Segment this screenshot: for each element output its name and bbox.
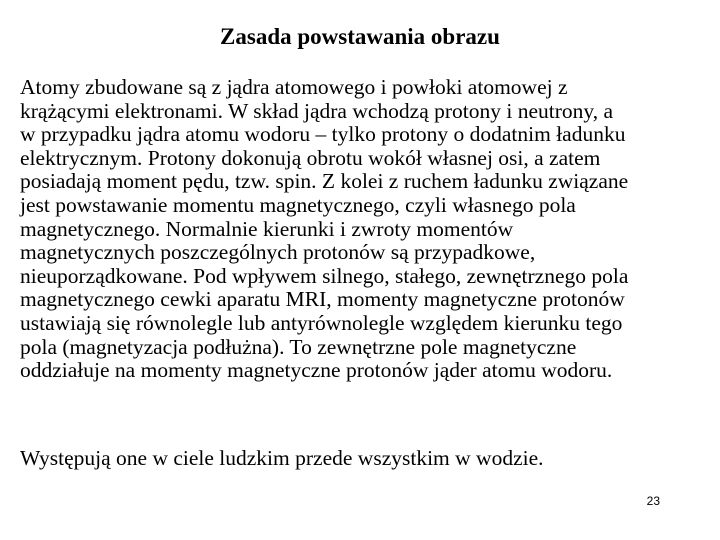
page-number: 23 <box>646 494 660 508</box>
paragraph-line: oddziałuje na momenty magnetyczne protonów jąder atomu wodoru. <box>20 358 613 383</box>
paragraph-line: magnetycznych poszczególnych protonów są przypadkowe, <box>20 240 536 265</box>
slide-title: Zasada powstawania obrazu <box>220 24 500 49</box>
paragraph-line: elektrycznym. Protony dokonują obrotu wokół własnej osi, a zatem <box>20 145 601 170</box>
paragraph-line: Atomy zbudowane są z jądra atomowego i powłoki atomowej z <box>20 75 568 99</box>
paragraph-line: ustawiają się równolegle lub antyrównolegle względem kierunku tego <box>20 310 623 335</box>
paragraph-line: nieuporządkowane. Pod wpływem silnego, stałego, zewnętrznego pola <box>20 263 629 288</box>
paragraph-main <box>20 76 710 383</box>
paragraph-line: w przypadku jądra atomu wodoru – tylko protony o dodatnim ładunku <box>20 122 626 147</box>
paragraph-line: pola (magnetyzacja podłużna). To zewnętrzne pole magnetyczne <box>20 334 577 359</box>
paragraph-line: magnetycznego. Normalnie kierunki i zwroty momentów <box>20 216 514 241</box>
paragraph-line: jest powstawanie momentu magnetycznego, czyli własnego pola <box>20 192 576 217</box>
paragraph-secondary: Występują one w ciele ludzkim przede wszystkim w wodzie. <box>20 446 544 470</box>
paragraph-line: magnetycznego cewki aparatu MRI, momenty magnetyczne protonów <box>20 287 625 312</box>
paragraph-line: posiadają moment pędu, tzw. spin. Z kolei z ruchem ładunku związane <box>20 169 629 194</box>
paragraph-line: krążącymi elektronami. W skład jądra wchodzą protony i neutrony, a <box>20 98 614 123</box>
